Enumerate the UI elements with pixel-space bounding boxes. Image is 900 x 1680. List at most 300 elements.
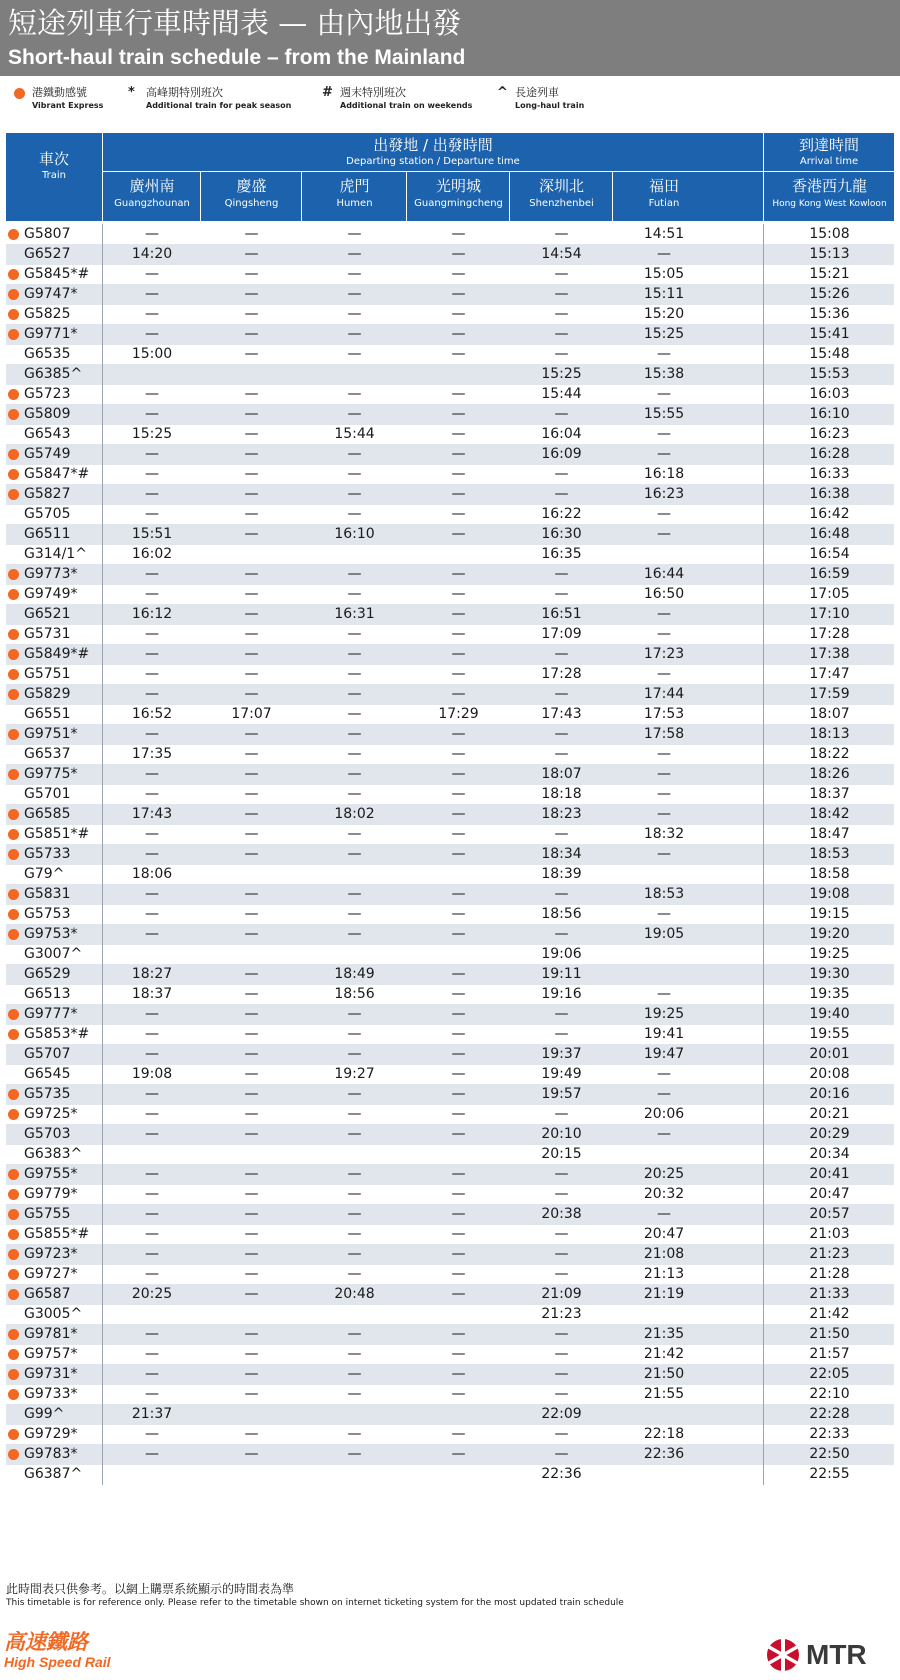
departure-time-cell: 19:08 [131, 1066, 173, 1082]
train-cell [6, 764, 102, 785]
departure-time-cell: — [657, 746, 671, 762]
departure-time-cell: — [347, 1326, 362, 1342]
departure-time-cell: 18:06 [131, 866, 173, 882]
column-divider [102, 784, 103, 805]
departure-time-cell: — [244, 266, 259, 282]
train-cell [6, 1004, 102, 1025]
departure-time-cell: 14:20 [131, 246, 173, 262]
departure-time-cell [201, 1304, 302, 1325]
departure-time-cell: — [347, 1266, 362, 1282]
departure-time-cell: — [554, 646, 569, 662]
table-row [6, 304, 894, 325]
train-cell [6, 544, 102, 565]
arrival-time-cell: 16:10 [809, 406, 850, 422]
departure-time-cell [302, 1304, 407, 1325]
train-cell [6, 624, 102, 645]
train-cell [6, 824, 102, 845]
arrival-time-cell: 19:40 [809, 1006, 850, 1022]
departure-time-cell: 22:36 [643, 1446, 685, 1462]
departure-time-cell: 19:49 [541, 1066, 582, 1082]
arrival-time-cell: 16:42 [809, 506, 850, 522]
train-cell [6, 1044, 102, 1065]
departure-time-cell: — [145, 686, 159, 702]
departure-time-cell: — [451, 1006, 466, 1022]
legend-label-en: Additional train on weekends [340, 101, 473, 110]
departure-time-cell: — [554, 1226, 569, 1242]
arrival-time-cell: 22:55 [809, 1466, 850, 1482]
arrival-time-cell: 18:07 [809, 706, 850, 722]
departure-time-cell: 16:44 [643, 566, 685, 582]
legend-label-zh: 長途列車 [515, 86, 559, 99]
departure-time-cell: 20:25 [643, 1166, 685, 1182]
train-number: G6387^ [24, 1466, 83, 1482]
train-number: G6535 [24, 346, 71, 362]
train-cell [6, 1444, 102, 1465]
legend-label-zh: 週末特別班次 [340, 86, 406, 99]
page-title-en: Short-haul train schedule – from the Mainland [8, 46, 466, 69]
vibrant-express-dot-icon [8, 1329, 19, 1340]
column-divider [763, 504, 764, 525]
arrival-time-cell: 19:55 [809, 1026, 850, 1042]
arrival-time-cell: 21:50 [809, 1326, 850, 1342]
train-cell [6, 284, 102, 305]
column-divider [102, 664, 103, 685]
column-divider [763, 1424, 764, 1445]
column-divider [102, 964, 103, 985]
header-station-5 [613, 175, 715, 211]
column-divider [763, 404, 764, 425]
departure-time-cell: — [145, 646, 159, 662]
departure-time-cell: — [451, 446, 466, 462]
vibrant-express-dot-icon [8, 669, 19, 680]
departure-time-cell: — [145, 1206, 159, 1222]
train-cell [6, 464, 102, 485]
departure-time-cell: — [244, 1226, 259, 1242]
departure-time-cell: — [657, 446, 671, 462]
vibrant-express-dot-icon [8, 1209, 19, 1220]
departure-time-cell: — [347, 1086, 362, 1102]
departure-time-cell: 14:54 [541, 246, 582, 262]
vibrant-express-dot-icon [14, 88, 25, 99]
train-number: G9755* [24, 1166, 78, 1182]
departure-time-cell: — [657, 626, 671, 642]
vibrant-express-dot-icon [8, 409, 19, 420]
arrival-time-cell: 16:59 [809, 566, 850, 582]
departure-time-cell: — [347, 626, 362, 642]
departure-time-cell [302, 544, 407, 565]
column-divider [102, 624, 103, 645]
train-cell [6, 1164, 102, 1185]
train-number: G6529 [24, 966, 71, 982]
vibrant-express-dot-icon [8, 849, 19, 860]
departure-time-cell: — [554, 1266, 569, 1282]
train-number: G5827 [24, 486, 71, 502]
departure-time-cell: — [657, 506, 671, 522]
station-name-zh: 廣州南 [129, 177, 175, 195]
column-divider [763, 844, 764, 865]
table-row [6, 864, 894, 885]
departure-time-cell: — [554, 406, 569, 422]
departure-time-cell: — [451, 1166, 466, 1182]
table-row [6, 804, 894, 825]
arrival-time-cell: 16:38 [809, 486, 850, 502]
departure-time-cell: — [554, 586, 569, 602]
departure-time-cell: — [451, 1266, 466, 1282]
departure-time-cell: 21:55 [643, 1386, 685, 1402]
table-row [6, 904, 894, 925]
mtr-logo [766, 1636, 896, 1674]
train-cell [6, 984, 102, 1005]
departure-time-cell: — [657, 786, 671, 802]
vibrant-express-dot-icon [8, 1369, 19, 1380]
departure-time-cell: 19:37 [541, 1046, 582, 1062]
departure-time-cell: — [244, 1046, 259, 1062]
departure-time-cell: — [145, 926, 159, 942]
departure-time-cell: — [145, 506, 159, 522]
departure-time-cell: 22:09 [541, 1406, 582, 1422]
departure-time-cell: — [347, 326, 362, 342]
departure-time-cell: — [145, 1266, 159, 1282]
departure-time-cell: — [145, 1386, 159, 1402]
departure-time-cell [302, 364, 407, 385]
train-number: G5851*# [24, 826, 90, 842]
departure-time-cell: — [244, 1246, 259, 1262]
departure-time-cell: — [657, 666, 671, 682]
departure-time-cell: — [657, 426, 671, 442]
vibrant-express-dot-icon [8, 269, 19, 280]
header-divider [200, 172, 201, 221]
train-number: G5731 [24, 626, 71, 642]
train-number: G9773* [24, 566, 78, 582]
departure-time-cell: — [554, 1186, 569, 1202]
table-row [6, 624, 894, 645]
departure-time-cell: — [451, 226, 466, 242]
train-cell [6, 264, 102, 285]
column-divider [763, 1464, 764, 1485]
departure-time-cell: — [451, 1286, 466, 1302]
table-row [6, 704, 894, 725]
departure-time-cell: 16:12 [131, 606, 173, 622]
column-divider [102, 1364, 103, 1385]
departure-time-cell: — [451, 826, 466, 842]
departure-time-cell: 15:11 [643, 286, 685, 302]
departure-time-cell: — [554, 1246, 569, 1262]
vibrant-express-dot-icon [8, 1449, 19, 1460]
train-number: G6513 [24, 986, 71, 1002]
arrival-time-cell: 21:23 [809, 1246, 850, 1262]
legend [0, 86, 900, 116]
departure-time-cell: — [347, 926, 362, 942]
departure-time-cell: 22:36 [541, 1466, 582, 1482]
departure-time-cell: — [657, 246, 671, 262]
column-divider [102, 1024, 103, 1045]
vibrant-express-dot-icon [8, 689, 19, 700]
column-divider [763, 664, 764, 685]
departure-time-cell: — [451, 1246, 466, 1262]
departure-time-cell: — [451, 986, 466, 1002]
departure-time-cell: 16:10 [334, 526, 375, 542]
departure-time-cell: 18:23 [541, 806, 582, 822]
column-divider [102, 864, 103, 885]
vibrant-express-dot-icon [8, 829, 19, 840]
departure-time-cell: — [451, 426, 466, 442]
departure-time-cell: — [244, 326, 259, 342]
column-divider [763, 1404, 764, 1425]
column-divider [763, 704, 764, 725]
vibrant-express-dot-icon [8, 569, 19, 580]
departure-time-cell [201, 1144, 302, 1165]
train-cell [6, 324, 102, 345]
column-divider [763, 324, 764, 345]
departure-time-cell: — [347, 286, 362, 302]
departure-time-cell: — [347, 1026, 362, 1042]
departure-time-cell: — [451, 646, 466, 662]
departure-time-cell: 16:23 [643, 486, 685, 502]
departure-time-cell: — [145, 486, 159, 502]
departure-time-cell: 18:49 [334, 966, 375, 982]
departure-time-cell: 14:51 [643, 226, 685, 242]
table-row [6, 744, 894, 765]
column-divider [102, 824, 103, 845]
departure-time-cell [103, 944, 201, 965]
departure-time-cell [613, 1404, 715, 1425]
departure-time-cell: — [451, 686, 466, 702]
vibrant-express-dot-icon [8, 729, 19, 740]
train-number: G6537 [24, 746, 71, 762]
column-divider [102, 1044, 103, 1065]
departure-time-cell: — [347, 1246, 362, 1262]
departure-time-cell: — [451, 1446, 466, 1462]
train-cell [6, 364, 102, 385]
column-divider [102, 324, 103, 345]
departure-time-cell: 15:20 [643, 306, 685, 322]
departure-time-cell: 16:22 [541, 506, 582, 522]
column-divider [102, 264, 103, 285]
departure-time-cell: — [347, 906, 362, 922]
column-divider [102, 1084, 103, 1105]
column-divider [102, 1004, 103, 1025]
train-cell [6, 684, 102, 705]
table-row [6, 1264, 894, 1285]
legend-label-en: Vibrant Express [32, 101, 104, 110]
departure-time-cell [103, 1304, 201, 1325]
departure-time-cell: — [145, 406, 159, 422]
departure-time-cell: — [554, 1386, 569, 1402]
train-number: G9747* [24, 286, 78, 302]
vibrant-express-dot-icon [8, 1389, 19, 1400]
train-number: G314/1^ [24, 546, 87, 562]
departure-time-cell: 19:16 [541, 986, 582, 1002]
departure-time-cell: — [347, 686, 362, 702]
departure-time-cell: — [554, 266, 569, 282]
departure-time-cell: — [145, 1426, 159, 1442]
departure-time-cell: — [347, 1346, 362, 1362]
table-row [6, 364, 894, 385]
departure-time-cell: 16:50 [643, 586, 685, 602]
departure-time-cell: — [347, 1446, 362, 1462]
departure-time-cell: — [347, 446, 362, 462]
departure-time-cell: — [657, 986, 671, 1002]
column-divider [102, 1384, 103, 1405]
column-divider [102, 1064, 103, 1085]
departure-time-cell: — [451, 846, 466, 862]
column-divider [763, 824, 764, 845]
departure-time-cell: — [451, 506, 466, 522]
arrival-time-cell: 18:58 [809, 866, 850, 882]
train-number: G9757* [24, 1346, 78, 1362]
departure-time-cell: — [244, 306, 259, 322]
departure-time-cell: — [244, 1326, 259, 1342]
departure-time-cell: 16:02 [131, 546, 173, 562]
train-cell [6, 584, 102, 605]
train-number: G6527 [24, 246, 71, 262]
train-cell [6, 384, 102, 405]
train-cell [6, 924, 102, 945]
column-divider [102, 1264, 103, 1285]
column-divider [102, 244, 103, 265]
departure-time-cell: — [244, 486, 259, 502]
departure-time-cell: — [145, 786, 159, 802]
arrival-time-cell: 21:33 [809, 1286, 850, 1302]
arrival-time-cell: 20:01 [809, 1046, 850, 1062]
departure-time-cell: — [145, 1106, 159, 1122]
vibrant-express-dot-icon [8, 649, 19, 660]
legend-label-en: Long-haul train [515, 101, 585, 110]
table-row [6, 784, 894, 805]
departure-time-cell: — [451, 1066, 466, 1082]
train-number: G9775* [24, 766, 78, 782]
table-row [6, 1004, 894, 1025]
header-station-1 [201, 175, 302, 211]
arrival-time-cell: 20:34 [809, 1146, 850, 1162]
column-divider [102, 364, 103, 385]
departure-time-cell: — [554, 926, 569, 942]
departure-time-cell: — [145, 626, 159, 642]
train-number: G6551 [24, 706, 71, 722]
departure-time-cell: — [347, 726, 362, 742]
departure-time-cell: — [145, 726, 159, 742]
column-divider [763, 1324, 764, 1345]
train-number: G5751 [24, 666, 71, 682]
departure-time-cell [613, 1464, 715, 1485]
train-cell [6, 1364, 102, 1385]
train-cell [6, 944, 102, 965]
table-row [6, 964, 894, 985]
departure-time-cell: — [244, 246, 259, 262]
departure-time-cell: — [451, 626, 466, 642]
train-number: G5749 [24, 446, 71, 462]
column-divider [102, 484, 103, 505]
departure-time-cell: — [145, 226, 159, 242]
column-divider [102, 904, 103, 925]
departure-time-cell: 20:47 [643, 1226, 685, 1242]
departure-time-cell: — [244, 1426, 259, 1442]
departure-time-cell: — [451, 966, 466, 982]
column-divider [102, 704, 103, 725]
table-row [6, 224, 894, 245]
departure-time-cell: — [244, 1106, 259, 1122]
table-row [6, 1424, 894, 1445]
header-arrival [764, 135, 894, 168]
header-departing [103, 135, 763, 168]
departure-time-cell: 16:30 [541, 526, 582, 542]
header-departing-en: Departing station / Departure time [346, 156, 520, 167]
column-divider [763, 1144, 764, 1165]
column-divider [102, 724, 103, 745]
header-departing-zh: 出發地 / 出發時間 [373, 136, 493, 154]
table-row [6, 444, 894, 465]
train-number: G5845*# [24, 266, 90, 282]
column-divider [763, 384, 764, 405]
departure-time-cell: — [347, 226, 362, 242]
train-number: G5855*# [24, 1226, 90, 1242]
arrival-time-cell: 16:48 [809, 526, 850, 542]
departure-time-cell: 20:06 [643, 1106, 685, 1122]
column-divider [763, 364, 764, 385]
departure-time-cell: — [145, 826, 159, 842]
arrival-time-cell: 17:05 [809, 586, 850, 602]
column-divider [102, 344, 103, 365]
table-row [6, 1284, 894, 1305]
column-divider [102, 584, 103, 605]
departure-time-cell: — [244, 426, 259, 442]
departure-time-cell: 19:11 [541, 966, 582, 982]
column-divider [763, 644, 764, 665]
header-arrival-zh: 到達時間 [798, 136, 859, 154]
train-cell [6, 1464, 102, 1485]
table-row [6, 1124, 894, 1145]
train-number: G9779* [24, 1186, 78, 1202]
column-divider [102, 284, 103, 305]
departure-time-cell: — [657, 1086, 671, 1102]
departure-time-cell: — [451, 1226, 466, 1242]
column-divider [763, 304, 764, 325]
arrival-time-cell: 15:41 [809, 326, 850, 342]
departure-time-cell: — [145, 666, 159, 682]
column-divider [763, 244, 764, 265]
train-cell [6, 1344, 102, 1365]
departure-time-cell: — [145, 846, 159, 862]
arrival-time-cell: 22:05 [809, 1366, 850, 1382]
footnote-en: This timetable is for reference only. Please refer to the timetable shown on internet ticketing system for the most updated train schedule [6, 1598, 624, 1608]
column-divider [763, 744, 764, 765]
vibrant-express-dot-icon [8, 1349, 19, 1360]
departure-time-cell: — [347, 586, 362, 602]
station-name-zh: 香港西九龍 [791, 177, 867, 195]
vibrant-express-dot-icon [8, 289, 19, 300]
departure-time-cell [103, 364, 201, 385]
departure-time-cell: — [244, 646, 259, 662]
departure-time-cell: 18:37 [131, 986, 173, 1002]
table-row [6, 1304, 894, 1325]
departure-time-cell [201, 1464, 302, 1485]
station-name-en: Guangmingcheng [414, 198, 503, 209]
train-number: G9731* [24, 1366, 78, 1382]
station-name-en: Hong Kong West Kowloon [772, 199, 887, 209]
table-row [6, 584, 894, 605]
departure-time-cell: — [657, 386, 671, 402]
departure-time-cell: 16:35 [541, 546, 582, 562]
vibrant-express-dot-icon [8, 1249, 19, 1260]
departure-time-cell: 19:57 [541, 1086, 582, 1102]
departure-time-cell: — [347, 1206, 362, 1222]
departure-time-cell: 20:32 [643, 1186, 685, 1202]
train-number: G5849*# [24, 646, 90, 662]
train-cell [6, 724, 102, 745]
departure-time-cell: 15:38 [643, 366, 685, 382]
departure-time-cell: 19:27 [334, 1066, 375, 1082]
column-divider [102, 924, 103, 945]
